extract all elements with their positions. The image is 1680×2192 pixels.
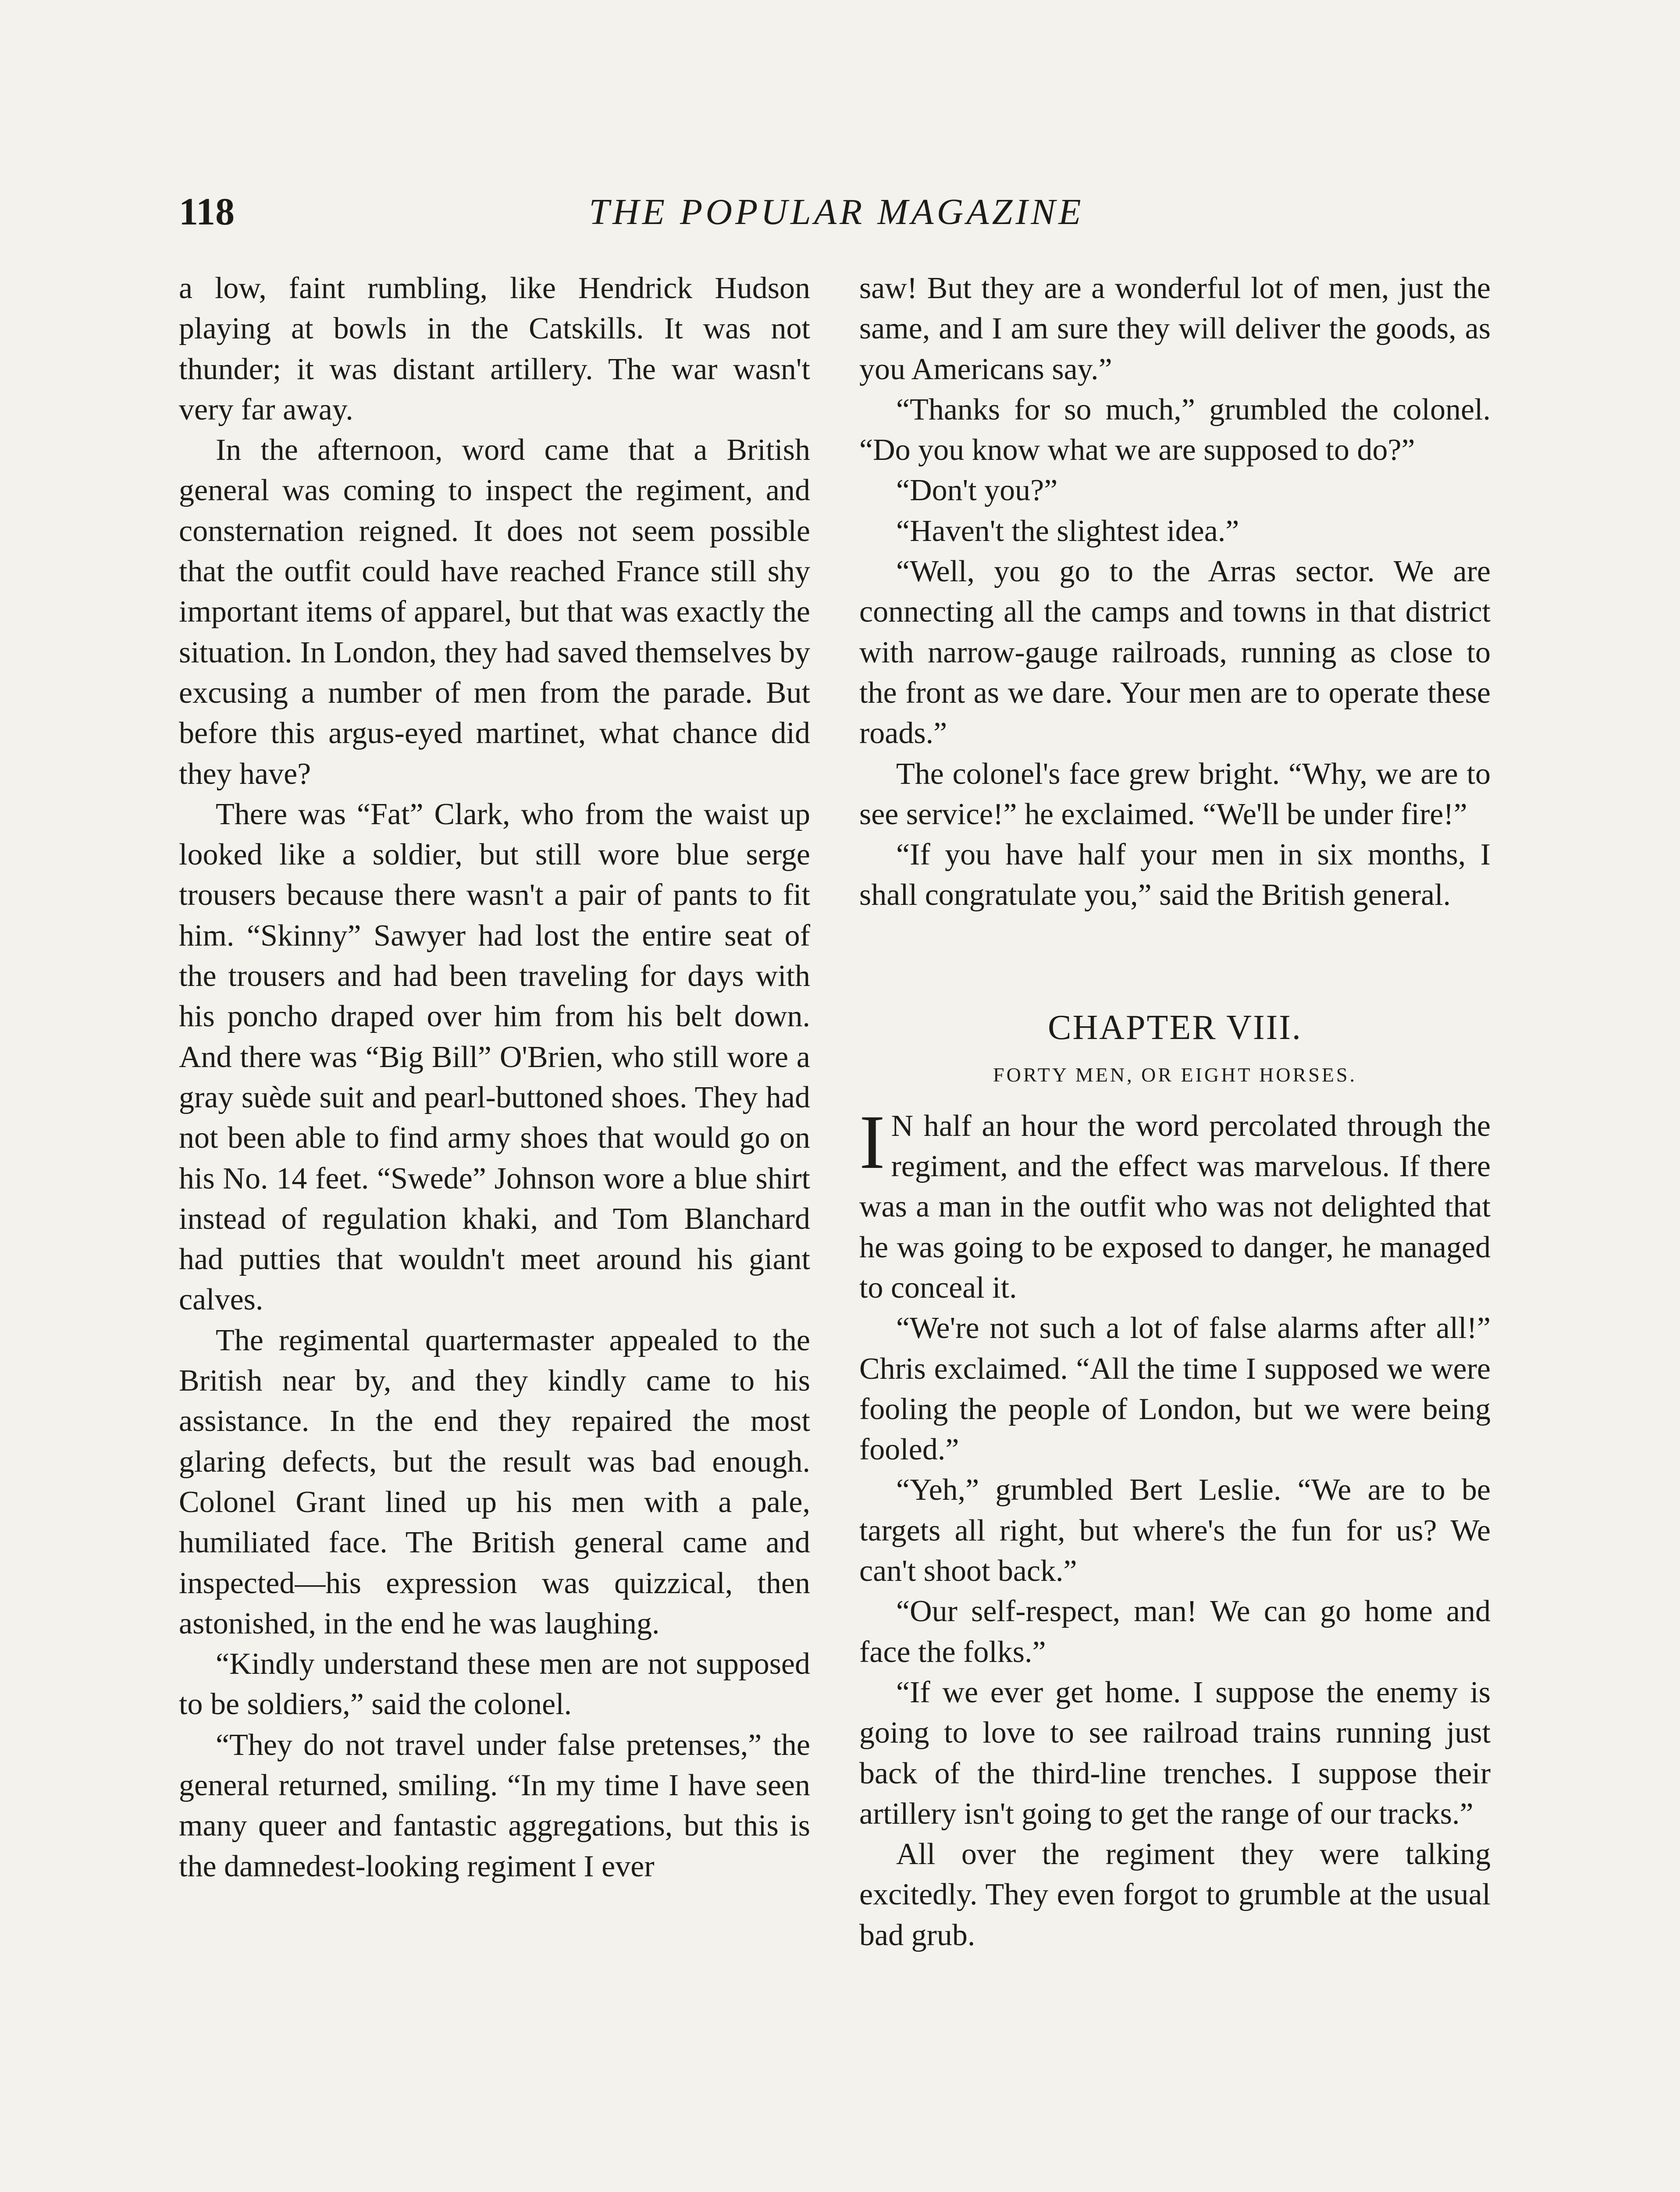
paragraph: a low, faint rumbling, like Hendrick Hudson playing at bowls in the Catskills. It was not thunder; it was distant artillery. The war wasn't very far away. [179,271,810,427]
left-column [179,268,810,1887]
paragraph: The colonel's face grew bright. “Why, we are to see service!” he exclaimed. “We'll be under fire!” [859,757,1491,831]
paragraph: “Thanks for so much,” grumbled the colonel. “Do you know what we are supposed to do?” [859,392,1491,467]
page-number: 118 [179,191,235,233]
paragraph: In the afternoon, word came that a British general was coming to inspect the regiment, and consternation reigned. It does not seem possible that the outfit could have reached France still shy important items of apparel, but that was exactly the situation. In London, they had saved themselves by excusing a number of men from the parade. But before this argus-eyed martinet, what chance did they have? [179,433,810,791]
paragraph: “Yeh,” grumbled Bert Leslie. “We are to be targets all right, but where's the fun for us? We can't shoot back.” [859,1473,1491,1588]
paragraph: “If you have half your men in six months, I shall congratulate you,” said the British general. [859,838,1491,912]
magazine-title: THE POPULAR MAGAZINE [589,192,1084,232]
paragraph: “If we ever get home. I suppose the enemy is going to love to see railroad trains running just back of the third-line trenches. I suppose their artillery isn't going to get the range of our tracks.” [859,1675,1491,1831]
paragraph: saw! But they are a wonderful lot of men, just the same, and I am sure they will deliver the goods, as you Americans say.” [859,271,1491,386]
chapter-opening-paragraph [859,1099,1491,1308]
paragraph: “Our self-respect, man! We can go home and face the folks.” [859,1594,1491,1669]
right-column [859,268,1491,1956]
running-head [179,186,1494,238]
paragraph: “We're not such a lot of false alarms after all!” Chris exclaimed. “All the time I supposed we were fooling the people of London, but we were being fooled.” [859,1311,1491,1467]
paragraph: There was “Fat” Clark, who from the waist up looked like a soldier, but still wore blue serge trousers because there wasn't a pair of pants to fit him. “Skinny” Sawyer had lost the entire seat of the trousers and had been traveling for days with his poncho draped over him from his belt down. And there was “Big Bill” O'Brien, who still wore a gray suède suit and pearl-buttoned shoes. They had not been able to find army shoes that would go on his No. 14 feet. “Swede” Johnson wore a blue shirt instead of regulation khaki, and Tom Blanchard had putties that wouldn't meet around his giant calves. [179,797,810,1317]
paragraph: “Don't you?” [896,473,1058,508]
paragraph: “Well, you go to the Arras sector. We are connecting all the camps and towns in that district with narrow-gauge railroads, running as close to the front as we dare. Your men are to operate these roads.” [859,555,1491,751]
opening-text: N half an hour the word percolated through the regiment, and the effect was marvelous. If there was a man in the outfit who was not delighted that he was going to be exposed to danger, he managed to conceal it. [859,1109,1491,1305]
paragraph: All over the regiment they were talking excitedly. They even forgot to grumble at the usual bad grub. [859,1837,1491,1952]
paragraph: “Haven't the slightest idea.” [896,514,1239,548]
paragraph: The regimental quartermaster appealed to the British near by, and they kindly came to his assistance. In the end they repaired the most glaring defects, but the result was bad enough. Colonel Grant lined up his men with a pale, humiliated face. The British general came and inspected—his expression was quizzical, then astonished, in the end he was laughing. [179,1323,810,1640]
drop-cap: I [859,1099,885,1185]
chapter-heading: CHAPTER VIII. [1048,1008,1302,1047]
paragraph: “Kindly understand these men are not supposed to be soldiers,” said the colonel. [179,1647,810,1722]
paragraph: “They do not travel under false pretenses,” the general returned, smiling. “In my time I have seen many queer and fantastic aggregations, but this is the damnedest-looking regiment I ever [179,1728,810,1883]
chapter-subtitle: FORTY MEN, OR EIGHT HORSES. [993,1063,1357,1086]
